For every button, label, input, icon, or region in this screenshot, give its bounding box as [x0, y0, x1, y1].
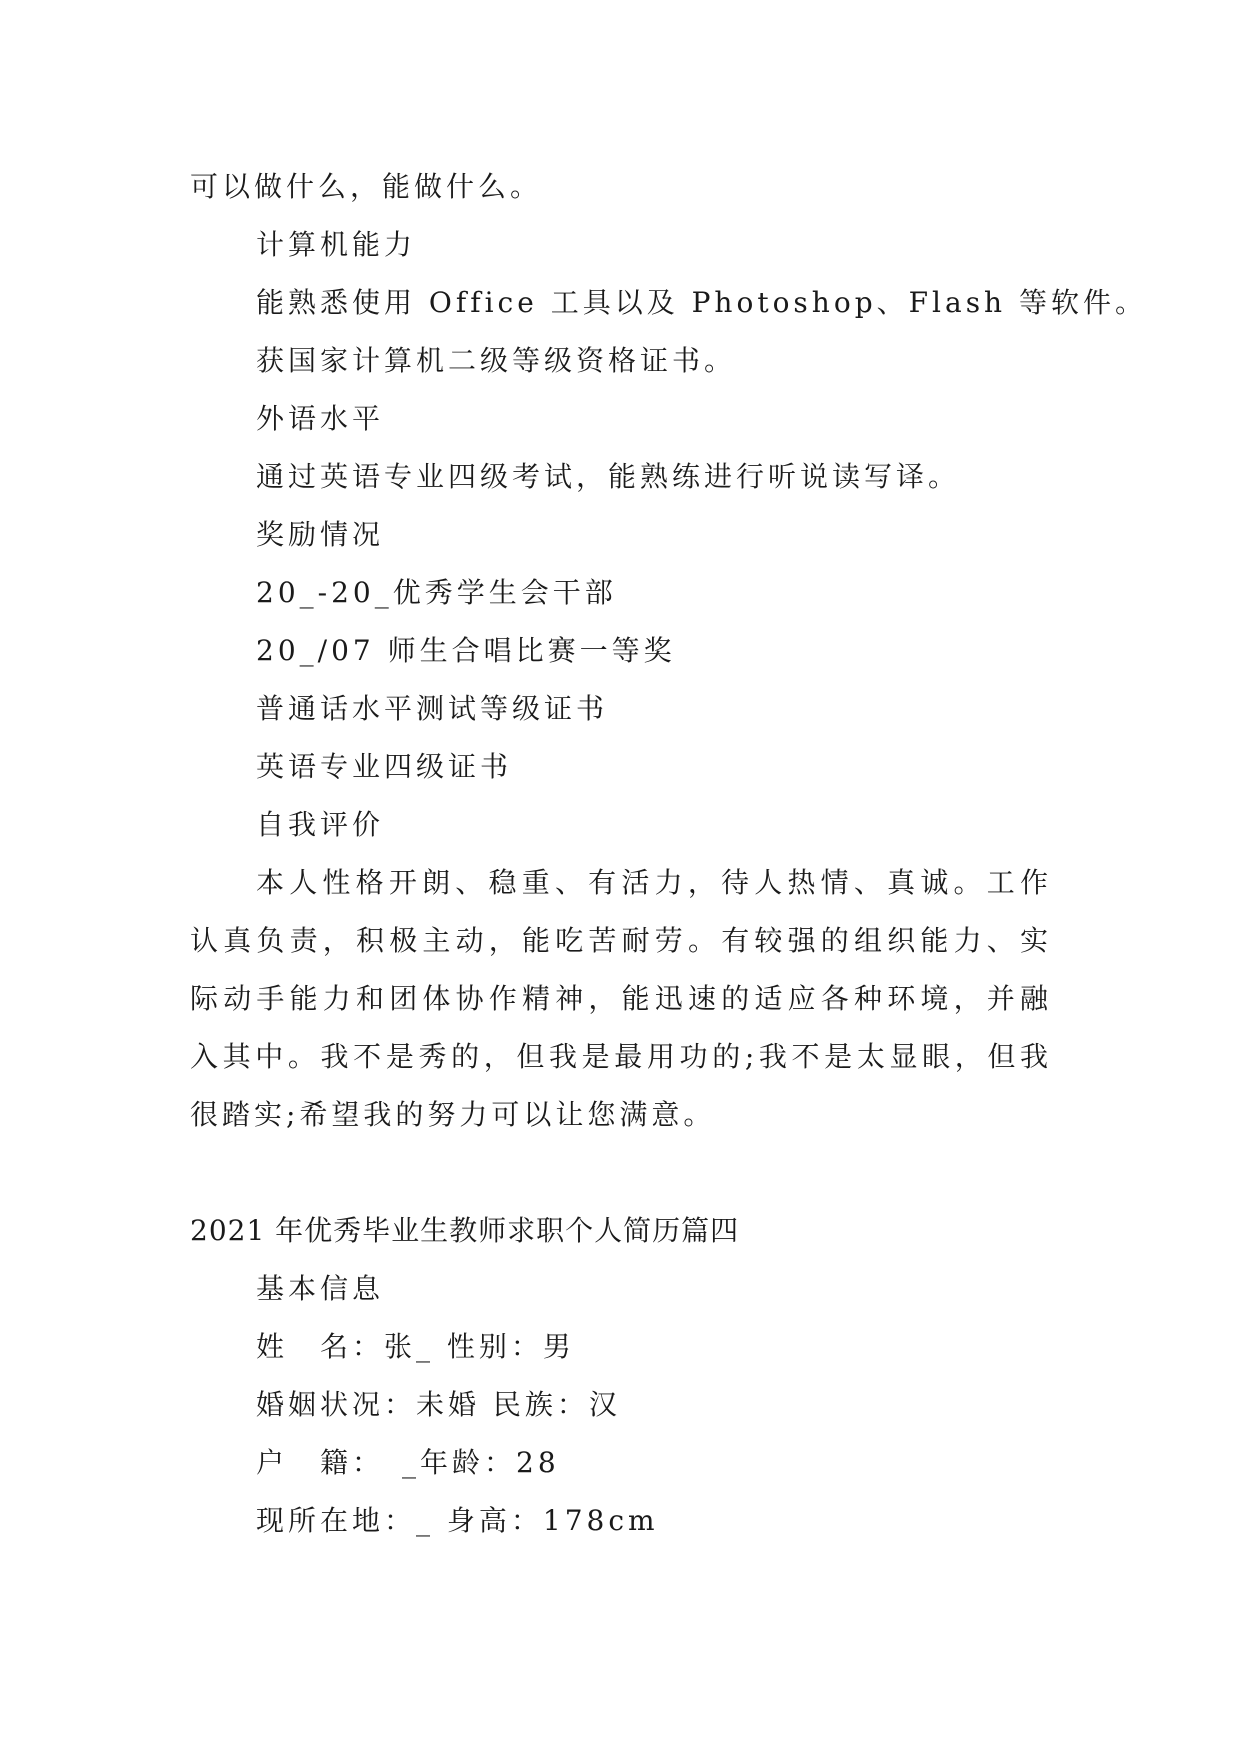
info-location-height: 现所在地：_ 身高：178cm — [256, 1504, 659, 1537]
spacer — [190, 1144, 1052, 1202]
award-item: 20_/07 师生合唱比赛一等奖 — [256, 634, 676, 667]
heading-computer-skills: 计算机能力 — [256, 228, 417, 261]
info-name-gender: 姓 名：张_ 性别：男 — [256, 1330, 575, 1363]
heading-self-evaluation: 自我评价 — [256, 808, 385, 841]
text-line-certificate: 获国家计算机二级等级资格证书。 — [256, 344, 737, 377]
section-title: 2021 年优秀毕业生教师求职个人简历篇四 — [190, 1214, 740, 1247]
text-line-english: 通过英语专业四级考试，能熟练进行听说读写译。 — [256, 460, 961, 493]
text-line-intro: 可以做什么，能做什么。 — [190, 170, 543, 203]
heading-language-level: 外语水平 — [256, 402, 385, 435]
info-huji-age: 户 籍： _年龄：28 — [256, 1446, 560, 1479]
heading-awards: 奖励情况 — [256, 518, 385, 551]
self-evaluation-paragraph: 本人性格开朗、稳重、有活力，待人热情、真诚。工作认真负责，积极主动，能吃苦耐劳。有较强的组织能力、实际动手能力和团体协作精神，能迅速的适应各种环境，并融入其中。我不是秀的，但我是最用功的;我不是太显眼，但我很踏实;希望我的努力可以让您满意。 — [190, 866, 1052, 1131]
text-line-software: 能熟悉使用 Office 工具以及 Photoshop、Flash 等软件。 — [256, 286, 1147, 319]
award-item: 英语专业四级证书 — [256, 750, 513, 783]
document-content — [190, 158, 1147, 1550]
award-item: 20_-20_优秀学生会干部 — [256, 576, 617, 609]
heading-basic-info: 基本信息 — [256, 1272, 385, 1305]
info-marital-ethnicity: 婚姻状况：未婚 民族：汉 — [256, 1388, 621, 1421]
award-item: 普通话水平测试等级证书 — [256, 692, 609, 725]
